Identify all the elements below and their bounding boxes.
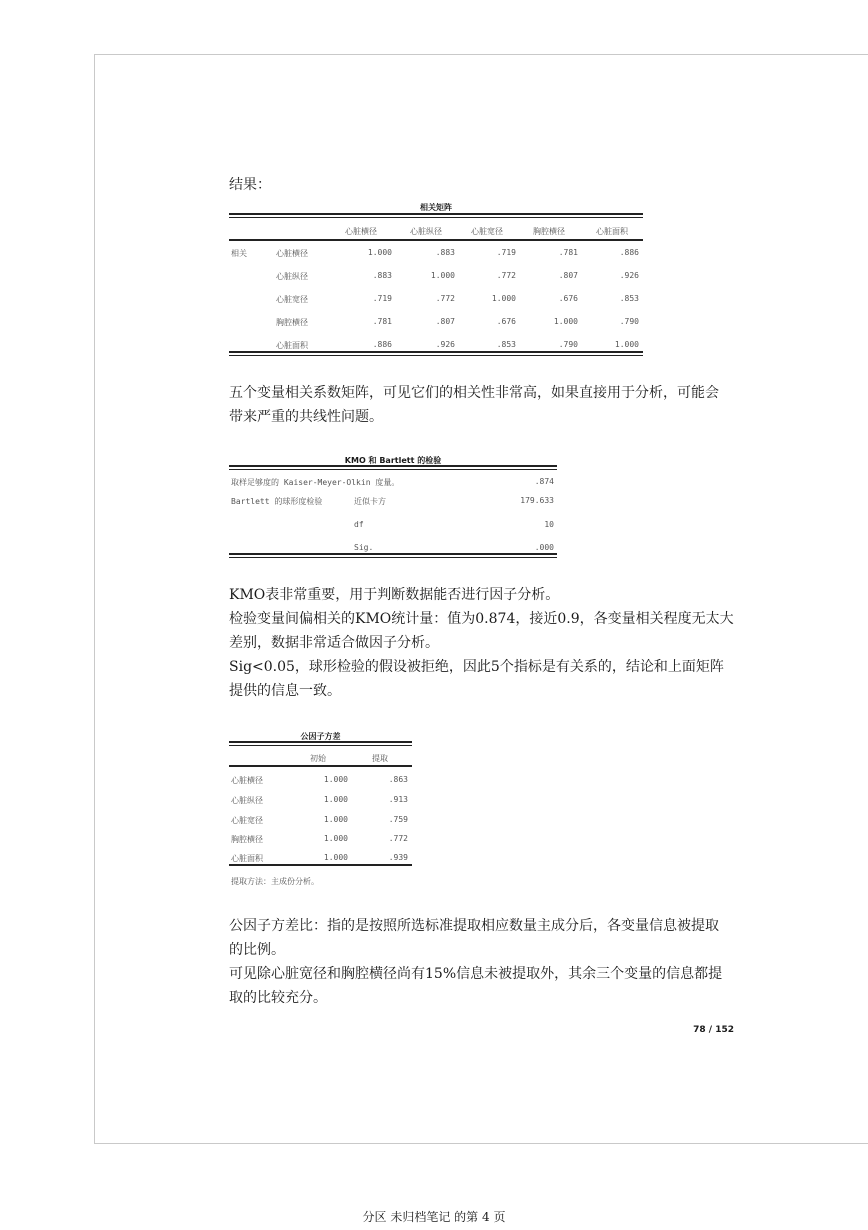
row-label: 心脏面积 bbox=[231, 854, 263, 863]
table-cell: .853 bbox=[496, 340, 516, 349]
table-cell: 1.000 bbox=[323, 834, 348, 843]
text-line: 公因子方差比：指的是按照所选标准提取相应数量主成分后，各变量信息被提取 bbox=[229, 918, 719, 934]
paragraph-1 bbox=[229, 381, 739, 429]
section-heading: 结果： bbox=[229, 177, 271, 193]
table-top-rule-inner bbox=[229, 745, 412, 746]
table-cell: .913 bbox=[388, 795, 408, 804]
table-cell: 1.000 bbox=[323, 853, 348, 862]
table-cell: 1.000 bbox=[323, 795, 348, 804]
table-cell: .926 bbox=[619, 271, 639, 280]
table-cell: 1.000 bbox=[323, 815, 348, 824]
col-header: 提取 bbox=[372, 754, 388, 763]
col-header: 初始 bbox=[310, 754, 326, 763]
col-header: 心脏横径 bbox=[345, 227, 377, 236]
row-group-label: 相关 bbox=[231, 249, 247, 258]
text-line: 检验变量间偏相关的KMO统计量：值为0.874，接近0.9，各变量相关程度无太大 bbox=[229, 611, 734, 627]
text-line: 提供的信息一致。 bbox=[229, 683, 341, 699]
table-cell: .781 bbox=[372, 317, 392, 326]
correlation-table-title: 相关矩阵 bbox=[420, 203, 452, 212]
table-top-rule-inner bbox=[229, 469, 557, 470]
text-line: 带来严重的共线性问题。 bbox=[229, 409, 383, 425]
text-line: 五个变量相关系数矩阵，可见它们的相关性非常高，如果直接用于分析，可能会 bbox=[229, 385, 719, 401]
table-top-rule bbox=[229, 741, 412, 743]
table-cell: 1.000 bbox=[614, 340, 639, 349]
table-cell: .790 bbox=[619, 317, 639, 326]
table-bottom-rule-inner bbox=[229, 355, 643, 356]
table-cell: 1.000 bbox=[491, 294, 516, 303]
paragraph-3 bbox=[229, 914, 739, 1010]
row-label: 胸腔横径 bbox=[276, 318, 308, 327]
table-cell: .676 bbox=[496, 317, 516, 326]
table-cell: .886 bbox=[619, 248, 639, 257]
table-cell: .883 bbox=[372, 271, 392, 280]
table-cell: 1.000 bbox=[553, 317, 578, 326]
table-cell: .719 bbox=[496, 248, 516, 257]
row-label: 心脏纵径 bbox=[231, 796, 263, 805]
row-label: 心脏面积 bbox=[276, 341, 308, 350]
text-line: 可见除心脏宽径和胸腔横径尚有15%信息未被提取外，其余三个变量的信息都提 bbox=[229, 966, 723, 982]
kmo-table-title: KMO 和 Bartlett 的检验 bbox=[344, 456, 442, 465]
row-label: 近似卡方 bbox=[354, 497, 386, 506]
row-label: 心脏纵径 bbox=[276, 272, 308, 281]
table-cell: .926 bbox=[435, 340, 455, 349]
table-bottom-rule bbox=[229, 864, 412, 866]
table-cell: .863 bbox=[388, 775, 408, 784]
table-cell: .939 bbox=[388, 853, 408, 862]
table-top-rule bbox=[229, 465, 557, 467]
row-label: 心脏宽径 bbox=[276, 295, 308, 304]
table-cell: .772 bbox=[496, 271, 516, 280]
text-line: 的比例。 bbox=[229, 942, 285, 958]
kmo-label: 取样足够度的 Kaiser-Meyer-Olkin 度量。 bbox=[231, 478, 400, 487]
kmo-value: .874 bbox=[534, 477, 554, 486]
table-top-rule-inner bbox=[229, 217, 643, 218]
row-label: 心脏横径 bbox=[276, 249, 308, 258]
table-cell: 179.633 bbox=[520, 496, 554, 505]
row-label: df bbox=[354, 520, 364, 529]
table-note: 提取方法：主成份分析。 bbox=[231, 877, 319, 886]
communalities-table-title: 公因子方差 bbox=[300, 732, 341, 741]
text-line: Sig<0.05，球形检验的假设被拒绝，因此5个指标是有关系的，结论和上面矩阵 bbox=[229, 659, 724, 675]
header-rule bbox=[229, 239, 643, 241]
table-bottom-rule bbox=[229, 351, 643, 353]
page-number: 78 / 152 bbox=[693, 1025, 734, 1035]
table-cell: .807 bbox=[558, 271, 578, 280]
col-header: 心脏宽径 bbox=[471, 227, 503, 236]
table-cell: 1.000 bbox=[323, 775, 348, 784]
table-cell: .719 bbox=[372, 294, 392, 303]
footer-caption: 分区 未归档笔记 的第 4 页 bbox=[362, 1210, 506, 1224]
text-line: 取的比较充分。 bbox=[229, 990, 327, 1006]
table-cell: .000 bbox=[534, 543, 554, 552]
table-cell: 1.000 bbox=[367, 248, 392, 257]
table-cell: 1.000 bbox=[430, 271, 455, 280]
table-cell: .772 bbox=[388, 834, 408, 843]
table-cell: .883 bbox=[435, 248, 455, 257]
table-cell: 10 bbox=[544, 520, 554, 529]
table-cell: .886 bbox=[372, 340, 392, 349]
table-cell: .790 bbox=[558, 340, 578, 349]
table-cell: .853 bbox=[619, 294, 639, 303]
col-header: 胸腔横径 bbox=[533, 227, 565, 236]
bartlett-label: Bartlett 的球形度检验 bbox=[231, 497, 323, 506]
table-top-rule bbox=[229, 213, 643, 215]
row-label: 心脏宽径 bbox=[231, 816, 263, 825]
table-cell: .759 bbox=[388, 815, 408, 824]
header-rule bbox=[229, 765, 412, 767]
text-line: KMO表非常重要，用于判断数据能否进行因子分析。 bbox=[229, 587, 560, 603]
row-label: Sig. bbox=[354, 543, 374, 552]
paragraph-2 bbox=[229, 583, 739, 703]
text-line: 差别，数据非常适合做因子分析。 bbox=[229, 635, 439, 651]
col-header: 心脏面积 bbox=[596, 227, 628, 236]
table-cell: .781 bbox=[558, 248, 578, 257]
table-bottom-rule-inner bbox=[229, 557, 557, 558]
row-label: 胸腔横径 bbox=[231, 835, 263, 844]
table-cell: .807 bbox=[435, 317, 455, 326]
table-cell: .676 bbox=[558, 294, 578, 303]
table-bottom-rule bbox=[229, 553, 557, 555]
col-header: 心脏纵径 bbox=[410, 227, 442, 236]
row-label: 心脏横径 bbox=[231, 776, 263, 785]
table-cell: .772 bbox=[435, 294, 455, 303]
